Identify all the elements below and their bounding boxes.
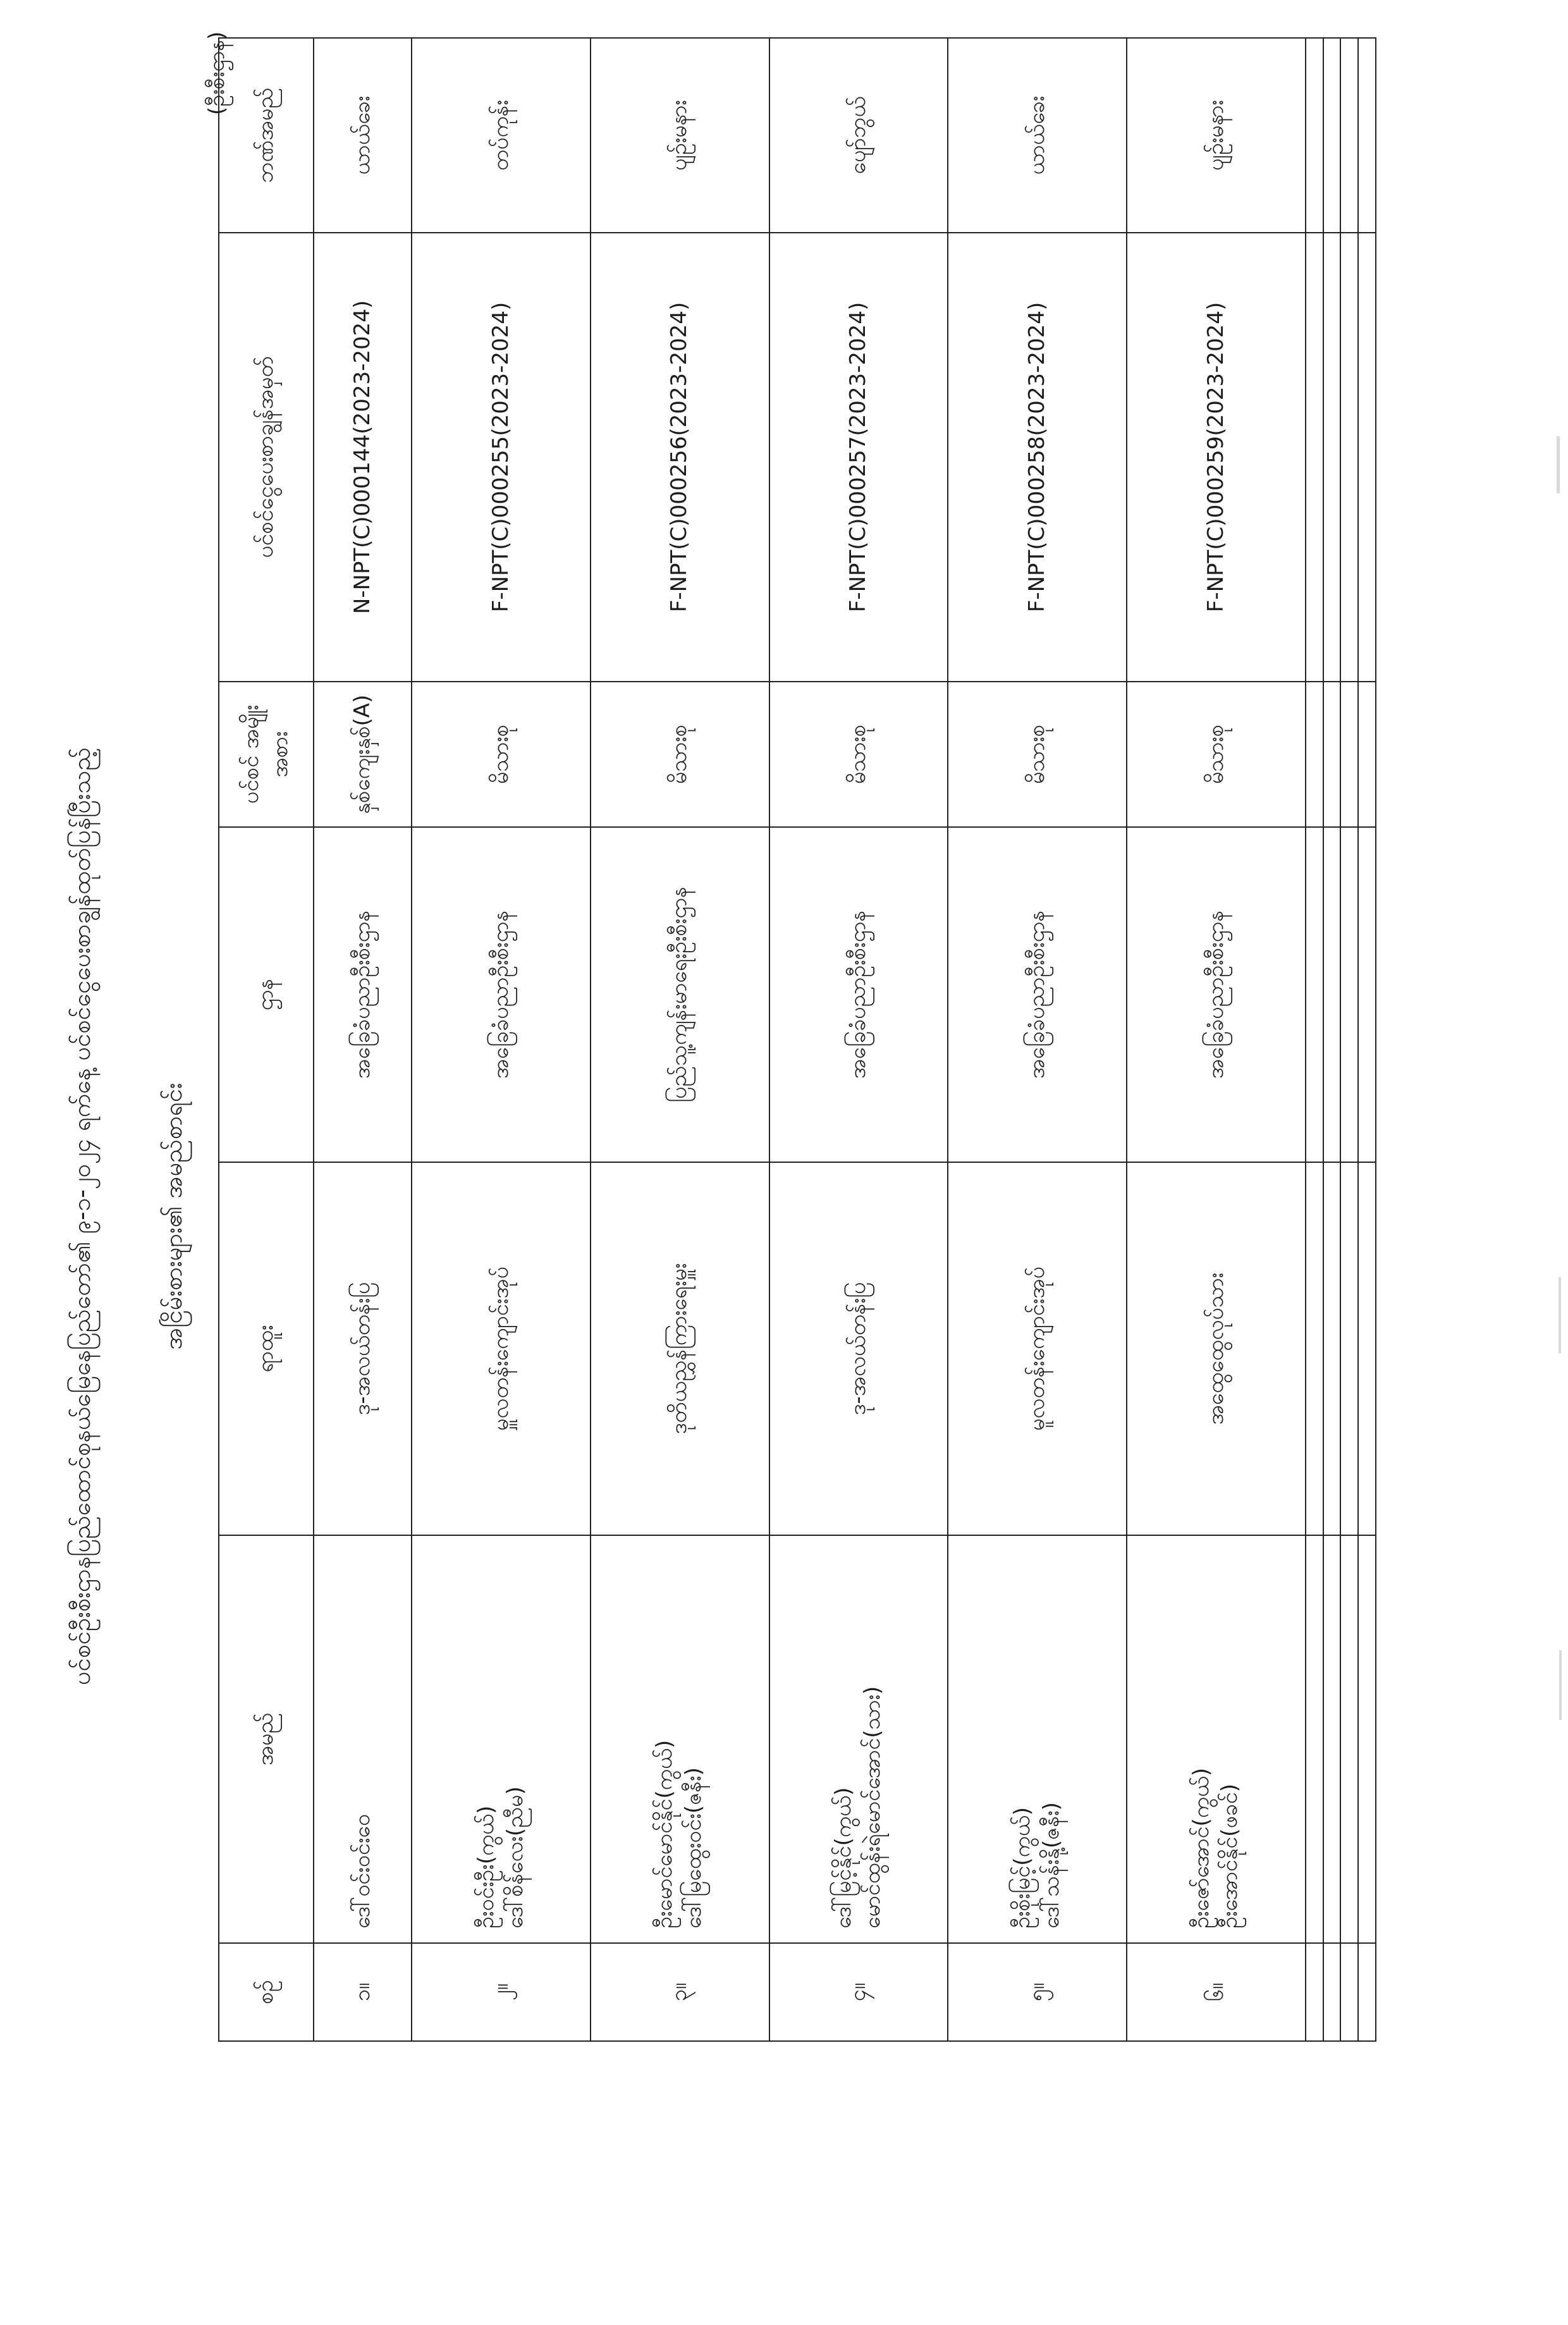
cell-serial: ၂။: [412, 1943, 591, 2041]
table-row: [1127, 38, 1306, 2041]
cell-bank: [1323, 38, 1341, 233]
cell-pension-type: မိသားစု: [769, 682, 948, 827]
header-order-number: ပင်စင်ငွေပေးစာချွန်အမှတ်: [219, 233, 314, 682]
cell-serial: [1340, 1943, 1358, 2041]
cell-order-number: F-NPT(C)000258(2023-2024): [948, 233, 1127, 682]
table-row: [1323, 38, 1341, 2041]
cell-department: အခြေခံပညာဦးစီးဌာန: [314, 827, 412, 1162]
pension-table: [218, 37, 1376, 2042]
cell-department: ပြည်သူ့ကျန်းမာရေးဦးစီးဌာန: [591, 827, 769, 1162]
cell-bank: [1306, 38, 1323, 233]
scan-mark: [1559, 1277, 1561, 1353]
cell-bank: ပျဉ်းမနား: [591, 38, 769, 233]
name-line: မောင်ထွန်းရဲမောင်အောင်(သား): [860, 1686, 886, 1929]
cell-order-number: [1306, 233, 1323, 682]
cell-position: ဒု-အလယ်တန်းပြ: [769, 1162, 948, 1535]
header-bank: ဘဏ်အမည်: [219, 38, 314, 233]
cell-department: [1306, 827, 1323, 1162]
name-line: ဒေါ်ဝင်းဝင်းဝေ: [349, 1814, 375, 1929]
cell-order-number: F-NPT(C)000259(2023-2024): [1127, 233, 1306, 682]
cell-position: အထွေထွေလုပ်သား: [1127, 1162, 1306, 1535]
cell-department: အခြေခံပညာဦးစီးဌာန: [769, 827, 948, 1162]
cell-department: အခြေခံပညာဦးစီးဌာန: [1127, 827, 1306, 1162]
header-position: ရာထူး: [219, 1162, 314, 1535]
unit-note: (ဦးစီးဌာန): [204, 31, 230, 115]
cell-pension-type: မိသားစု: [412, 682, 591, 827]
cell-pension-type: မိသားစု: [1127, 682, 1306, 827]
table-row: [948, 38, 1127, 2041]
cell-position: [1340, 1162, 1358, 1535]
cell-order-number: F-NPT(C)000256(2023-2024): [591, 233, 769, 682]
cell-serial: ၁။: [314, 1943, 412, 2041]
cell-name: [412, 1535, 591, 1943]
name-line: ဒေါ်မြထွေးဝင်း(ဇနီး): [681, 1767, 707, 1929]
cell-department: [1358, 827, 1376, 1162]
cell-serial: ၅။: [948, 1943, 1127, 2041]
header-name: အမည်: [219, 1535, 314, 1943]
table-row: [1306, 38, 1323, 2041]
header-pension-type: ပင်စင် အမျိုးအစား: [219, 682, 314, 827]
scan-mark: [1557, 436, 1560, 493]
header-serial: စဉ်: [219, 1943, 314, 2041]
cell-position: [1323, 1162, 1341, 1535]
table-row: [314, 38, 412, 2041]
cell-order-number: N-NPT(C)000144(2023-2024): [314, 233, 412, 682]
name-line: ဦးဇော်အောင်(ကွယ်): [1188, 1767, 1214, 1929]
table-row: [412, 38, 591, 2041]
scan-mark: [1559, 1650, 1562, 1720]
cell-bank: တပ်ကုန်း: [412, 38, 591, 233]
table-row: [769, 38, 948, 2041]
cell-bank: ယာယ်ခေး: [948, 38, 1127, 233]
cell-serial: [1323, 1943, 1341, 2041]
cell-order-number: [1358, 233, 1376, 682]
name-line: ဦးစိုးမြင့်(ကွယ်): [1009, 1807, 1035, 1929]
cell-pension-type: နှစ်ကျေးနှစ်(A): [314, 682, 412, 827]
cell-position: မှူလတန်းကျောင်းအုပ်: [412, 1162, 591, 1535]
cell-position: [1306, 1162, 1323, 1535]
cell-bank: ပျဉ်းမနား: [1127, 38, 1306, 233]
cell-serial: ၄။: [769, 1943, 948, 2041]
cell-pension-type: [1323, 682, 1341, 827]
cell-name: [1306, 1535, 1323, 1943]
cell-position: [1358, 1162, 1376, 1535]
cell-bank: ပျော်ဘွယ်: [769, 38, 948, 233]
cell-name: [1358, 1535, 1376, 1943]
name-line: ဒေါ်မြင့်နိုင်(ကွယ်): [831, 1787, 857, 1929]
name-line: ဒေါ်သန်းနို့(ဇနီး): [1038, 1802, 1064, 1929]
cell-name: [314, 1535, 412, 1943]
cell-name: [1127, 1535, 1306, 1943]
cell-department: အခြေခံပညာဦးစီးဌာန: [948, 827, 1127, 1162]
cell-department: [1323, 827, 1341, 1162]
header-row: [219, 38, 314, 2041]
cell-order-number: F-NPT(C)000255(2023-2024): [412, 233, 591, 682]
table-row: [591, 38, 769, 2041]
cell-name: [948, 1535, 1127, 1943]
cell-department: [1340, 827, 1358, 1162]
table-body: [314, 38, 1376, 2041]
cell-position: မူလတန်းကျောင်းအုပ်: [948, 1162, 1127, 1535]
cell-order-number: [1323, 233, 1341, 682]
cell-order-number: F-NPT(C)000257(2023-2024): [769, 233, 948, 682]
cell-bank: [1358, 38, 1376, 233]
document-subtitle: အငြိမ်းစားများ၏ အမည်စာရင်း: [159, 1083, 187, 1350]
cell-position: ဒု-အလယ်တန်းပြ: [314, 1162, 412, 1535]
name-line: ဒေါ်စိန်လေး(ညီမ): [502, 1786, 528, 1929]
cell-bank: ယာယ်ခေး: [314, 38, 412, 233]
document-title: ပင်စင်ဦးစီးဌာနပြည်ထောင်စုနယ်မြေနေပြည်တော်၏ ၉-၁-၂၀၂၄ ရက်နေ့ ပင်စင်ငွေပေးစာချွန်ထုတ်ပြန်ပြီးသည့်: [68, 747, 95, 1686]
table-row: [1358, 38, 1376, 2041]
name-line: ဦးမောင်မောင်နိုင်(ကွယ်): [652, 1739, 678, 1929]
cell-serial: [1306, 1943, 1323, 2041]
cell-name: [1323, 1535, 1341, 1943]
cell-position: ဒု‌တိယညွှန်ကြားရေးမှူး: [591, 1162, 769, 1535]
cell-serial: ၃။: [591, 1943, 769, 2041]
cell-pension-type: [1306, 682, 1323, 827]
cell-order-number: [1340, 233, 1358, 682]
cell-pension-type: [1340, 682, 1358, 827]
name-line: ဦးအောင်နိုင်(ဖခင်): [1217, 1783, 1243, 1929]
cell-pension-type: မိသားစု: [591, 682, 769, 827]
cell-serial: ၆။: [1127, 1943, 1306, 2041]
cell-department: အခြေခံပညာဦးစီးဌာန: [412, 827, 591, 1162]
name-line: ဦးဝင်းဦး(ကွယ်): [473, 1805, 499, 1929]
cell-pension-type: [1358, 682, 1376, 827]
cell-name: [769, 1535, 948, 1943]
header-department: ဌာန: [219, 827, 314, 1162]
cell-serial: [1358, 1943, 1376, 2041]
cell-bank: [1340, 38, 1358, 233]
cell-pension-type: မိသားစု: [948, 682, 1127, 827]
cell-name: [1340, 1535, 1358, 1943]
cell-name: [591, 1535, 769, 1943]
table-row: [1340, 38, 1358, 2041]
